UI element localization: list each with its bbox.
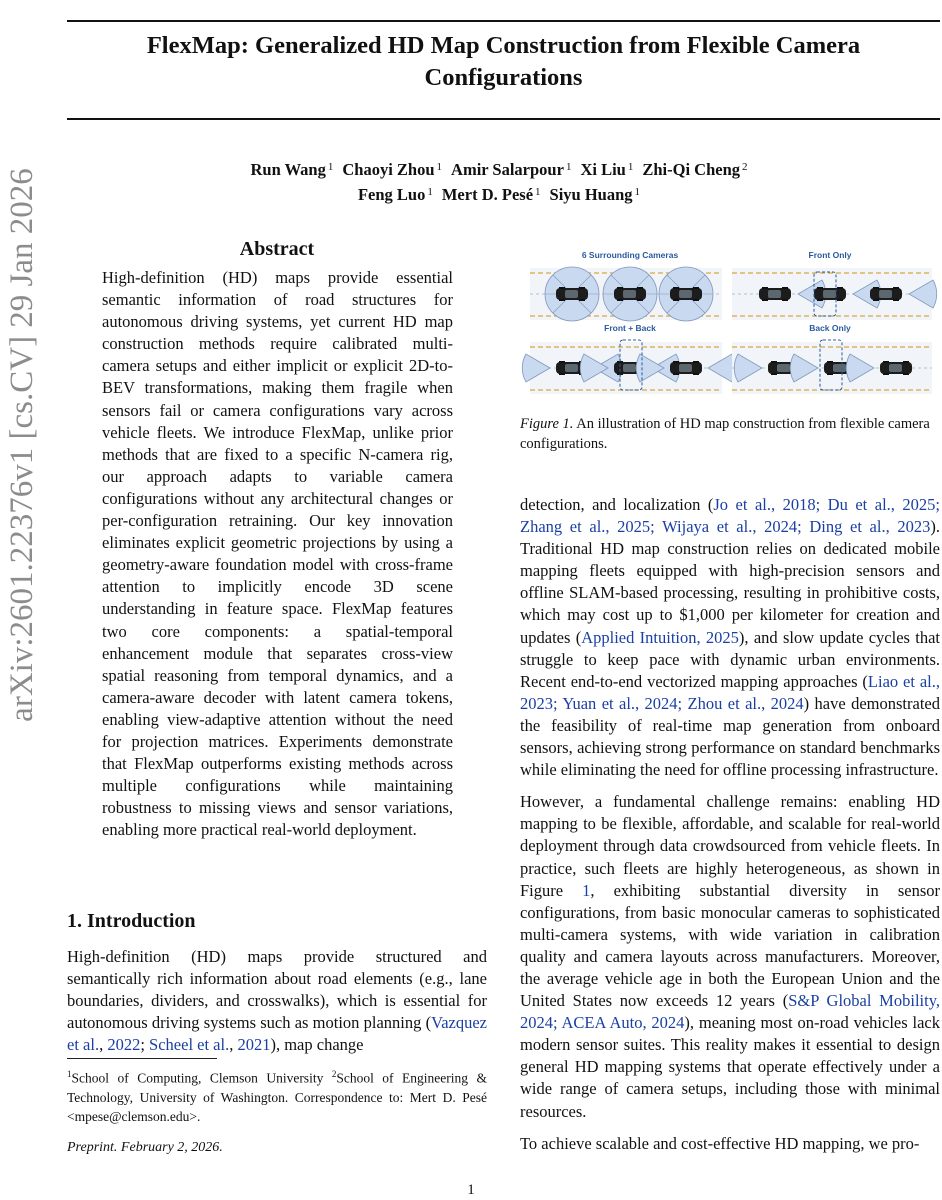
author-affiliation: 1 xyxy=(436,161,443,173)
citation-link[interactable]: S&P Global Mobility, 2024; ACEA Auto, 2024 xyxy=(520,991,940,1033)
title-rule xyxy=(67,118,940,120)
author-line-2 xyxy=(67,181,940,206)
intro-heading: 1. Introduction xyxy=(67,910,196,932)
author-list xyxy=(67,156,940,206)
panel-back-only xyxy=(732,323,932,394)
author-affiliation: 1 xyxy=(327,161,334,173)
intro-paragraph: High-definition (HD) maps provide structured and semantically rich information about road elements (e.g., lane boundaries, dividers, and crosswalks), which is essential for autonomous driving systems such as motion planning (Vazquez et al., 2022; Scheel et al., 2021), map change xyxy=(67,947,487,1055)
paper-title: FlexMap: Generalized HD Map Construction from Flexible Camera Configurations xyxy=(146,32,861,91)
author-name: Feng Luo xyxy=(357,185,426,204)
author-affiliation: 1 xyxy=(627,161,634,173)
citation-link[interactable]: Applied Intuition, 2025 xyxy=(581,627,739,647)
figure-ref-link[interactable]: 1 xyxy=(582,880,591,900)
paragraph: detection, and localization (Jo et al., 2018; Du et al., 2025; Zhang et al., 2025; Wijaya et al., 2024; Ding et al., 2023). Traditional HD map construction relies on dedicated mobile mapping fleets equipped with high-precision sensors and offline SLAM-based processing, resulting in prohibitive costs, which may cost up to $1,000 per kilometer for creation and updates (Applied Intuition, 2025), and slow update cycles that struggle to keep pace with dynamic urban environments. Recent end-to-end vectorized mapping approaches (Liao et al., 2023; Yuan et al., 2024; Zhou et al., 2024) have demonstrated the feasibility of real-time map generation from onboard sensors, achieving strong performance on standard benchmarks while eliminating the need for offline processing infrastructure. xyxy=(520,495,940,780)
panel-front-only xyxy=(732,250,937,320)
citation-link[interactable]: Jo et al., 2018; Du et al., 2025; Zhang et al., 2025; Wijaya et al., 2024; Ding et al., 2023 xyxy=(520,495,940,537)
citation-link[interactable]: Vazquez et al. xyxy=(67,1013,487,1055)
author-affiliation: 2 xyxy=(742,161,748,173)
author-affiliation: 1 xyxy=(427,186,433,198)
page-number: 1 xyxy=(467,1182,475,1198)
right-column xyxy=(520,494,940,1155)
citation-year-link[interactable]: 2021 xyxy=(237,1035,271,1055)
paragraph: To achieve scalable and cost-effective HD mapping, we pro- xyxy=(520,1133,920,1153)
author-affiliation: 1 xyxy=(535,186,541,198)
citation-link[interactable]: Scheel et al. xyxy=(149,1035,230,1055)
panel-label: Back Only xyxy=(809,323,851,333)
top-rule xyxy=(67,20,940,22)
author-name: Mert D. Pesé xyxy=(441,185,534,204)
abstract-heading: Abstract xyxy=(239,238,315,260)
figure-caption: Figure 1. An illustration of HD map construction from flexible camera configurations. xyxy=(520,416,930,452)
panel-front-back xyxy=(522,323,736,394)
preprint-note: Preprint. February 2, 2026. xyxy=(67,1140,223,1155)
author-affiliation: 1 xyxy=(565,161,572,173)
figure-1 xyxy=(520,244,940,404)
footnote-rule xyxy=(67,1058,217,1059)
author-name: Amir Salarpour xyxy=(451,160,564,179)
citation-link[interactable]: Liao et al., 2023; Yuan et al., 2024; Zhou et al., 2024 xyxy=(520,671,940,713)
author-name: Run Wang xyxy=(250,160,326,179)
affiliation-footnote: $^1$School of Computing, Clemson University $^2$School of Engineering & Technology, University of Washington. Correspondence to: Mert D. Pesé <mpese@clemson.edu>. xyxy=(67,1069,487,1124)
abstract-text: High-definition (HD) maps provide essential semantic information of road structures for autonomous driving systems, yet current HD map construction methods require calibrated multi-camera setups and either implicit or explicit 2D-to-BEV transformations, making them fragile when sensors fail or camera configurations vary across vehicle fleets. We introduce FlexMap, unlike prior methods that are fixed to a specific N-camera rig, our approach adapts to variable camera configurations without any architectural changes or per-configuration retraining. Our key innovation eliminates explicit geometric projections by using a geometry-aware foundation model with cross-frame attention to implicitly encode 3D scene understanding in feature space. FlexMap features two core components: a spatial-temporal enhancement module that separates cross-view spatial reasoning from temporal dynamics, and a camera-aware decoder with latent camera tokens, enabling view-adaptive attention without the need for projection matrices. Experiments demonstrate that FlexMap outperforms existing methods across multiple configurations while maintaining robustness to missing views and sensor variations, enabling more practical real-world deployment. xyxy=(102,268,453,840)
panel-label: Front + Back xyxy=(604,323,656,333)
panel-six-cameras xyxy=(530,250,722,321)
panel-label: 6 Surrounding Cameras xyxy=(581,250,679,260)
paragraph: However, a fundamental challenge remains: enabling HD mapping to be flexible, affordable, and scalable for real-world deployment through data crowdsourced from vehicle fleets. In practice, such fleets are highly heterogeneous, as shown in Figure 1, exhibiting substantial diversity in sensor configurations, from basic monocular cameras to sophisticated multi-camera systems, with wide variation in calibration quality and camera layouts across manufacturers. Moreover, the average vehicle age in both the European Union and the United States now exceeds 12 years (S&P Global Mobility, 2024; ACEA Auto, 2024), meaning most on-road vehicles lack modern sensor suites. This reality makes it essential to design general HD mapping systems that operate effectively under a wide range of camera setups, including those with minimal resources. xyxy=(520,792,940,1121)
author-name: Siyu Huang xyxy=(549,185,633,204)
panel-label: Front Only xyxy=(808,250,852,260)
author-name: Xi Liu xyxy=(580,160,626,179)
citation-year-link[interactable]: 2022 xyxy=(107,1035,141,1055)
author-name: Chaoyi Zhou xyxy=(342,160,435,179)
arxiv-watermark: arXiv:2601.22376v1 [cs.CV] 29 Jan 2026 xyxy=(4,168,40,722)
author-line-1 xyxy=(67,156,940,181)
author-name: Zhi-Qi Cheng xyxy=(642,160,740,179)
author-affiliation: 1 xyxy=(634,186,641,198)
